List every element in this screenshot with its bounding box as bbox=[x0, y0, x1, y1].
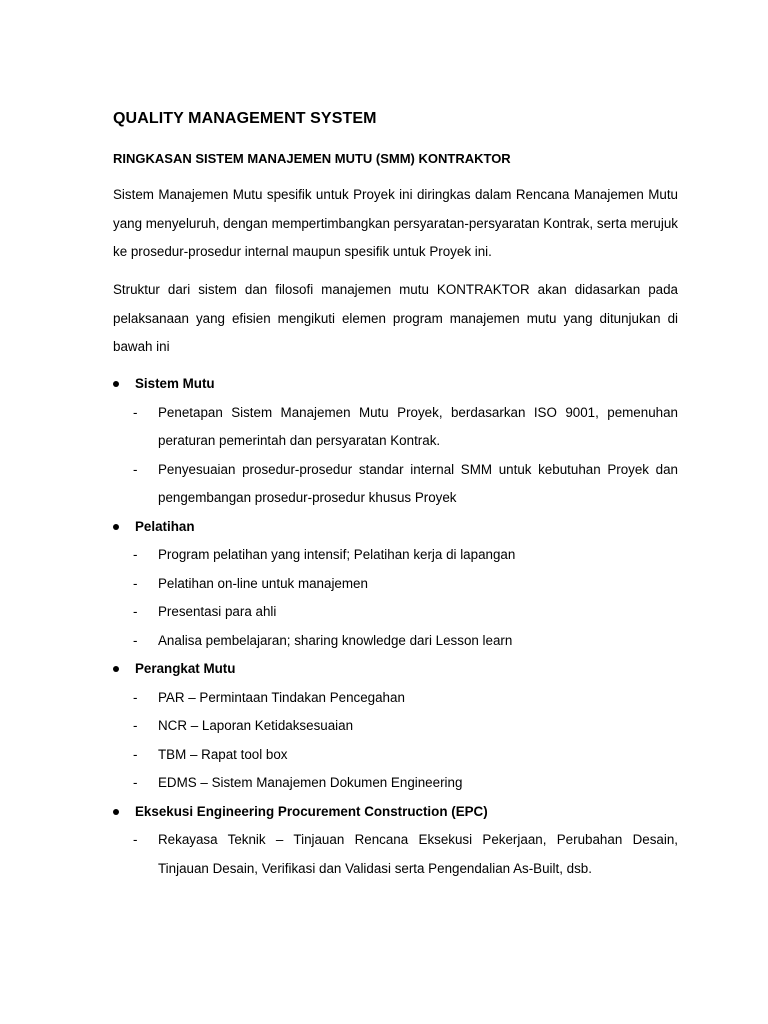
dash-icon: - bbox=[133, 718, 138, 733]
dash-icon: - bbox=[133, 632, 138, 648]
section-subtitle: RINGKASAN SISTEM MANAJEMEN MUTU (SMM) KONTRAKTOR bbox=[113, 151, 511, 166]
dash-icon: - bbox=[133, 604, 138, 619]
sub-item-text: Penetapan Sistem Manajemen Mutu Proyek, berdasarkan ISO 9001, pemenuhan peraturan pemerintah dan persyaratan Kontrak. bbox=[158, 404, 678, 448]
sub-item bbox=[113, 741, 678, 770]
bullet-heading bbox=[113, 655, 678, 684]
sub-item-text: PAR – Permintaan Tindakan Pencegahan bbox=[158, 689, 405, 705]
dash-icon: - bbox=[133, 689, 138, 705]
dash-icon: - bbox=[133, 832, 138, 847]
sub-item-text: Analisa pembelajaran; sharing knowledge dari Lesson learn bbox=[158, 632, 513, 648]
bullet-heading-text: Sistem Mutu bbox=[135, 376, 215, 391]
sub-item-list bbox=[113, 399, 678, 513]
sub-item bbox=[113, 598, 678, 627]
sub-item-list bbox=[113, 826, 678, 883]
sub-item-text: Program pelatihan yang intensif; Pelatihan kerja di lapangan bbox=[158, 547, 516, 562]
sub-item-text: NCR – Laporan Ketidaksesuaian bbox=[158, 718, 354, 733]
sub-item-text: Pelatihan on-line untuk manajemen bbox=[158, 575, 368, 591]
sub-item bbox=[113, 570, 678, 599]
dash-icon: - bbox=[133, 404, 138, 420]
sub-item bbox=[113, 627, 678, 656]
bullet-icon bbox=[113, 524, 119, 530]
sub-item bbox=[113, 541, 678, 570]
sub-item-text: Penyesuaian prosedur-prosedur standar internal SMM untuk kebutuhan Proyek dan pengembangan prosedur-prosedur khusus Proyek bbox=[158, 461, 678, 505]
sub-item-list bbox=[113, 541, 678, 655]
sub-item bbox=[113, 769, 678, 798]
sub-item-text: EDMS – Sistem Manajemen Dokumen Engineering bbox=[158, 775, 463, 790]
sub-item-text: Presentasi para ahli bbox=[158, 604, 277, 619]
bullet-section bbox=[113, 798, 678, 884]
dash-icon: - bbox=[133, 461, 138, 477]
dash-icon: - bbox=[133, 775, 138, 790]
bullet-heading-text: Pelatihan bbox=[135, 518, 195, 534]
intro-paragraph: Sistem Manajemen Mutu spesifik untuk Proyek ini diringkas dalam Rencana Manajemen Mutu yang menyeluruh, dengan mempertimbangkan persyaratan-persyaratan Kontrak, serta merujuk ke prosedur-prosedur internal maupun spesifik untuk Proyek ini. bbox=[113, 187, 678, 259]
bullet-icon bbox=[113, 666, 119, 672]
dash-icon: - bbox=[133, 575, 138, 591]
sub-item-text: TBM – Rapat tool box bbox=[158, 746, 288, 762]
bullet-icon bbox=[113, 809, 119, 815]
bullet-heading-text: Perangkat Mutu bbox=[135, 661, 236, 676]
bullet-heading bbox=[113, 798, 678, 827]
page-title: QUALITY MANAGEMENT SYSTEM bbox=[113, 110, 377, 127]
sub-item bbox=[113, 826, 678, 883]
dash-icon: - bbox=[133, 547, 138, 562]
dash-icon: - bbox=[133, 746, 138, 762]
bullet-section bbox=[113, 370, 678, 513]
bullet-section bbox=[113, 513, 678, 656]
bullet-icon bbox=[113, 381, 119, 387]
element-list bbox=[113, 370, 678, 883]
sub-item-list bbox=[113, 684, 678, 798]
bullet-heading bbox=[113, 513, 678, 542]
bullet-heading bbox=[113, 370, 678, 399]
sub-item bbox=[113, 456, 678, 513]
bullet-section bbox=[113, 655, 678, 798]
structure-paragraph: Struktur dari sistem dan filosofi manajemen mutu KONTRAKTOR akan didasarkan pada pelaksanaan yang efisien mengikuti elemen program manajemen mutu yang ditunjukan di bawah ini bbox=[113, 282, 678, 354]
bullet-heading-text: Eksekusi Engineering Procurement Construction (EPC) bbox=[135, 803, 488, 819]
sub-item bbox=[113, 399, 678, 456]
sub-item bbox=[113, 684, 678, 713]
sub-item bbox=[113, 712, 678, 741]
sub-item-text: Rekayasa Teknik – Tinjauan Rencana Eksekusi Pekerjaan, Perubahan Desain, Tinjauan Desain, Verifikasi dan Validasi serta Pengendalian As-Built, dsb. bbox=[158, 832, 678, 876]
